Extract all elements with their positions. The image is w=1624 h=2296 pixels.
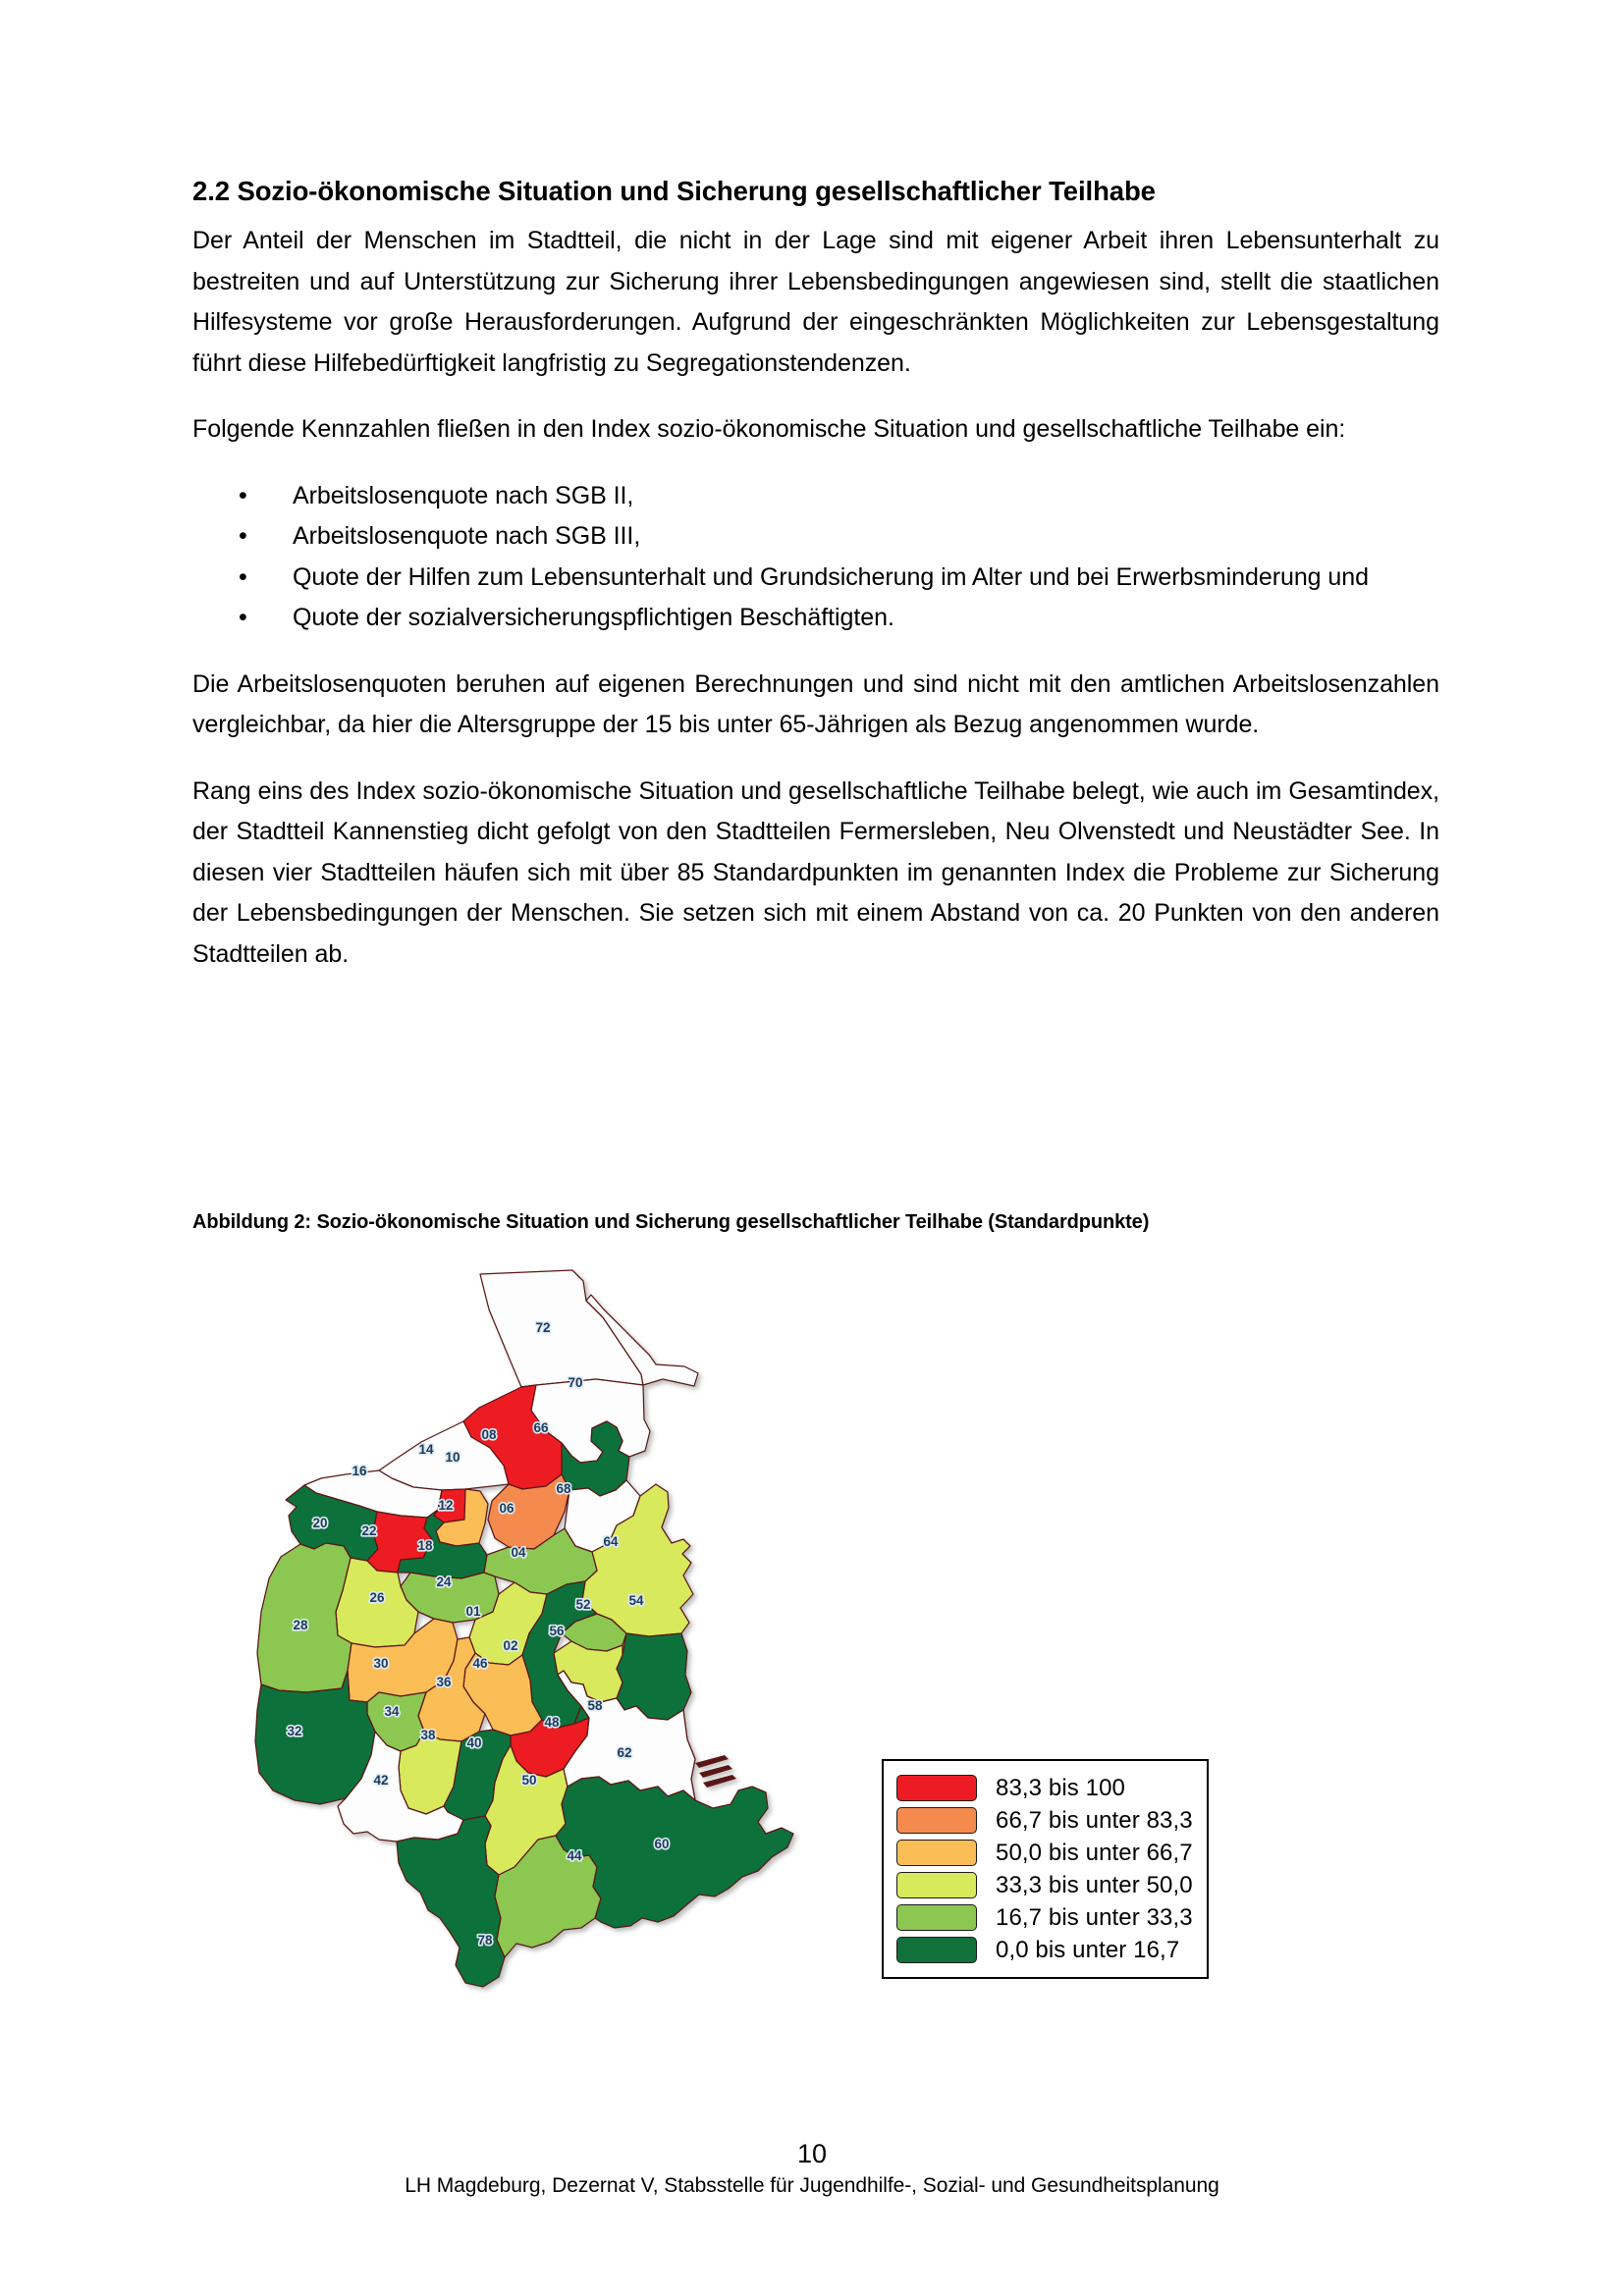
page-title: 2.2 Sozio-ökonomische Situation und Sicherung gesellschaftlicher Teilhabe — [192, 176, 1156, 206]
document-body — [192, 175, 1439, 1000]
map-label-01: 01 — [465, 1604, 481, 1619]
bullet-icon: • — [239, 604, 247, 632]
map-harbour-detail — [695, 1755, 736, 1788]
legend-swatch-icon — [896, 1904, 977, 1931]
map-label-44: 46 — [472, 1656, 488, 1671]
legend-row — [896, 1837, 1193, 1869]
map-regions — [255, 1270, 793, 1987]
bullet-icon: • — [239, 481, 247, 509]
map-label-10: 10 — [445, 1450, 460, 1465]
legend-row — [896, 1869, 1193, 1901]
map-label-40: 40 — [466, 1735, 482, 1750]
legend-swatch-icon — [896, 1937, 977, 1963]
legend-swatch-icon — [896, 1840, 977, 1866]
paragraph-arbeitslosenquoten: Die Arbeitslosenquoten beruhen auf eigenen Berechnungen und sind nicht mit den amtlichen Arbeitslosenzahlen vergleichbar, da hier die Altersgruppe der 15 bis unter 65-Jährigen als Bezug angenommen wurde. — [192, 669, 1439, 739]
kennzahlen-list — [192, 476, 1439, 639]
map-label-36: 36 — [436, 1675, 452, 1689]
map-label-32: 32 — [287, 1724, 302, 1738]
legend-row — [896, 1901, 1193, 1934]
map-label-24: 24 — [436, 1575, 452, 1589]
map-label-50: 44 — [567, 1848, 582, 1863]
map-label-64: 64 — [603, 1534, 619, 1549]
legend-label: 0,0 bis unter 16,7 — [996, 1936, 1180, 1963]
legend-label: 66,7 bis unter 83,3 — [996, 1806, 1193, 1834]
figure-choropleth-map — [192, 1249, 1439, 2063]
paragraph-intro: Der Anteil der Menschen im Stadtteil, die nicht in der Lage sind mit eigener Arbeit ihren Lebensunterhalt zu bestreiten und auf Unterstützung zur Sicherung ihrer Lebensbedingungen angewiesen sind, stellt die staatlichen Hilfesysteme vor große Herausforderungen. Aufgrund der eingeschränkten Möglichkeiten zur Lebensgestaltung führt diese Hilfebedürftigkeit langfristig zu Segregationstendenzen. — [192, 227, 1439, 377]
map-label-30: 30 — [373, 1656, 389, 1671]
map-label-02: 02 — [503, 1638, 518, 1653]
map-region-54[interactable] — [617, 1633, 691, 1720]
legend-row — [896, 1772, 1193, 1804]
list-item-label: Arbeitslosenquote nach SGB III, — [293, 522, 641, 551]
list-item — [192, 516, 1439, 558]
map-label-68: 68 — [556, 1481, 571, 1496]
map-label-56: 56 — [549, 1624, 565, 1638]
map-label-26: 26 — [369, 1590, 385, 1605]
map-label-04: 04 — [511, 1545, 526, 1560]
map-label-54: 54 — [628, 1593, 644, 1608]
legend-label: 83,3 bis 100 — [996, 1774, 1125, 1801]
map-label-66: 66 — [533, 1420, 549, 1435]
bullet-icon: • — [239, 522, 247, 551]
page-footer — [0, 2138, 1624, 2200]
bullet-icon: • — [239, 562, 247, 591]
map-label-62: 62 — [617, 1745, 632, 1760]
legend-label: 33,3 bis unter 50,0 — [996, 1871, 1193, 1898]
list-item-label: Quote der sozialversicherungspflichtigen Beschäftigten. — [293, 604, 894, 632]
legend-swatch-icon — [896, 1807, 977, 1834]
map-label-60: 60 — [654, 1837, 670, 1851]
map-label-08: 08 — [481, 1427, 497, 1442]
legend-label: 50,0 bis unter 66,7 — [996, 1839, 1193, 1866]
page-number: 10 — [796, 2139, 828, 2168]
map-label-78: 78 — [477, 1933, 493, 1948]
legend-row — [896, 1804, 1193, 1837]
map-label-70: 70 — [568, 1375, 583, 1390]
map-label-14: 14 — [418, 1442, 434, 1457]
figure-caption: Abbildung 2: Sozio-ökonomische Situation und Sicherung gesellschaftlicher Teilhabe (Standardpunkte) — [192, 1211, 1150, 1233]
map-label-12: 12 — [438, 1498, 454, 1513]
map-graphic — [251, 1249, 939, 2044]
paragraph-kennzahlen-lead: Folgende Kennzahlen fließen in den Index sozio-ökonomische Situation und gesellschaftliche Teilhabe ein: — [192, 415, 1346, 444]
legend-swatch-icon — [896, 1872, 977, 1898]
map-label-42: 42 — [373, 1773, 389, 1788]
map-label-28: 28 — [293, 1618, 308, 1632]
map-label-58: 58 — [587, 1698, 603, 1713]
legend-swatch-icon — [896, 1775, 977, 1801]
map-label-18: 18 — [417, 1538, 433, 1553]
map-label-72: 72 — [535, 1320, 551, 1335]
map-label-52: 52 — [575, 1597, 591, 1612]
map-label-06: 06 — [499, 1501, 514, 1516]
list-item-label: Quote der Hilfen zum Lebensunterhalt und Grundsicherung im Alter und bei Erwerbsminderung und — [293, 562, 1369, 591]
map-label-38: 38 — [420, 1728, 436, 1742]
map-label-46: 48 — [544, 1715, 560, 1730]
legend-row — [896, 1934, 1193, 1966]
map-label-48: 50 — [521, 1773, 537, 1788]
map-label-34: 34 — [384, 1704, 400, 1719]
map-svg — [251, 1249, 939, 2044]
paragraph-rang-eins: Rang eins des Index sozio-ökonomische Situation und gesellschaftliche Teilhabe belegt, wie auch im Gesamtindex, der Stadtteil Kannenstieg dicht gefolgt von den Stadtteilen Fermersleben, Neu Olvenstedt und Neustädter See. In diesen vier Stadtteilen häufen sich mit über 85 Standardpunkten im genannten Index die Probleme zur Sicherung der Lebensbedingungen der Menschen. Sie setzen sich mit einem Abstand von ca. 20 Punkten von den anderen Stadtteilen ab. — [192, 776, 1439, 968]
legend-label: 16,7 bis unter 33,3 — [996, 1903, 1193, 1931]
list-item — [192, 558, 1439, 599]
list-item-label: Arbeitslosenquote nach SGB II, — [293, 481, 634, 509]
map-legend — [882, 1759, 1209, 1979]
list-item — [192, 476, 1439, 517]
map-label-22: 22 — [361, 1523, 377, 1538]
map-label-20: 20 — [312, 1516, 328, 1530]
list-item — [192, 598, 1439, 639]
footer-organization: LH Magdeburg, Dezernat V, Stabsstelle für Jugendhilfe-, Sozial- und Gesundheitsplanung — [405, 2174, 1219, 2198]
map-label-16: 16 — [352, 1464, 367, 1478]
